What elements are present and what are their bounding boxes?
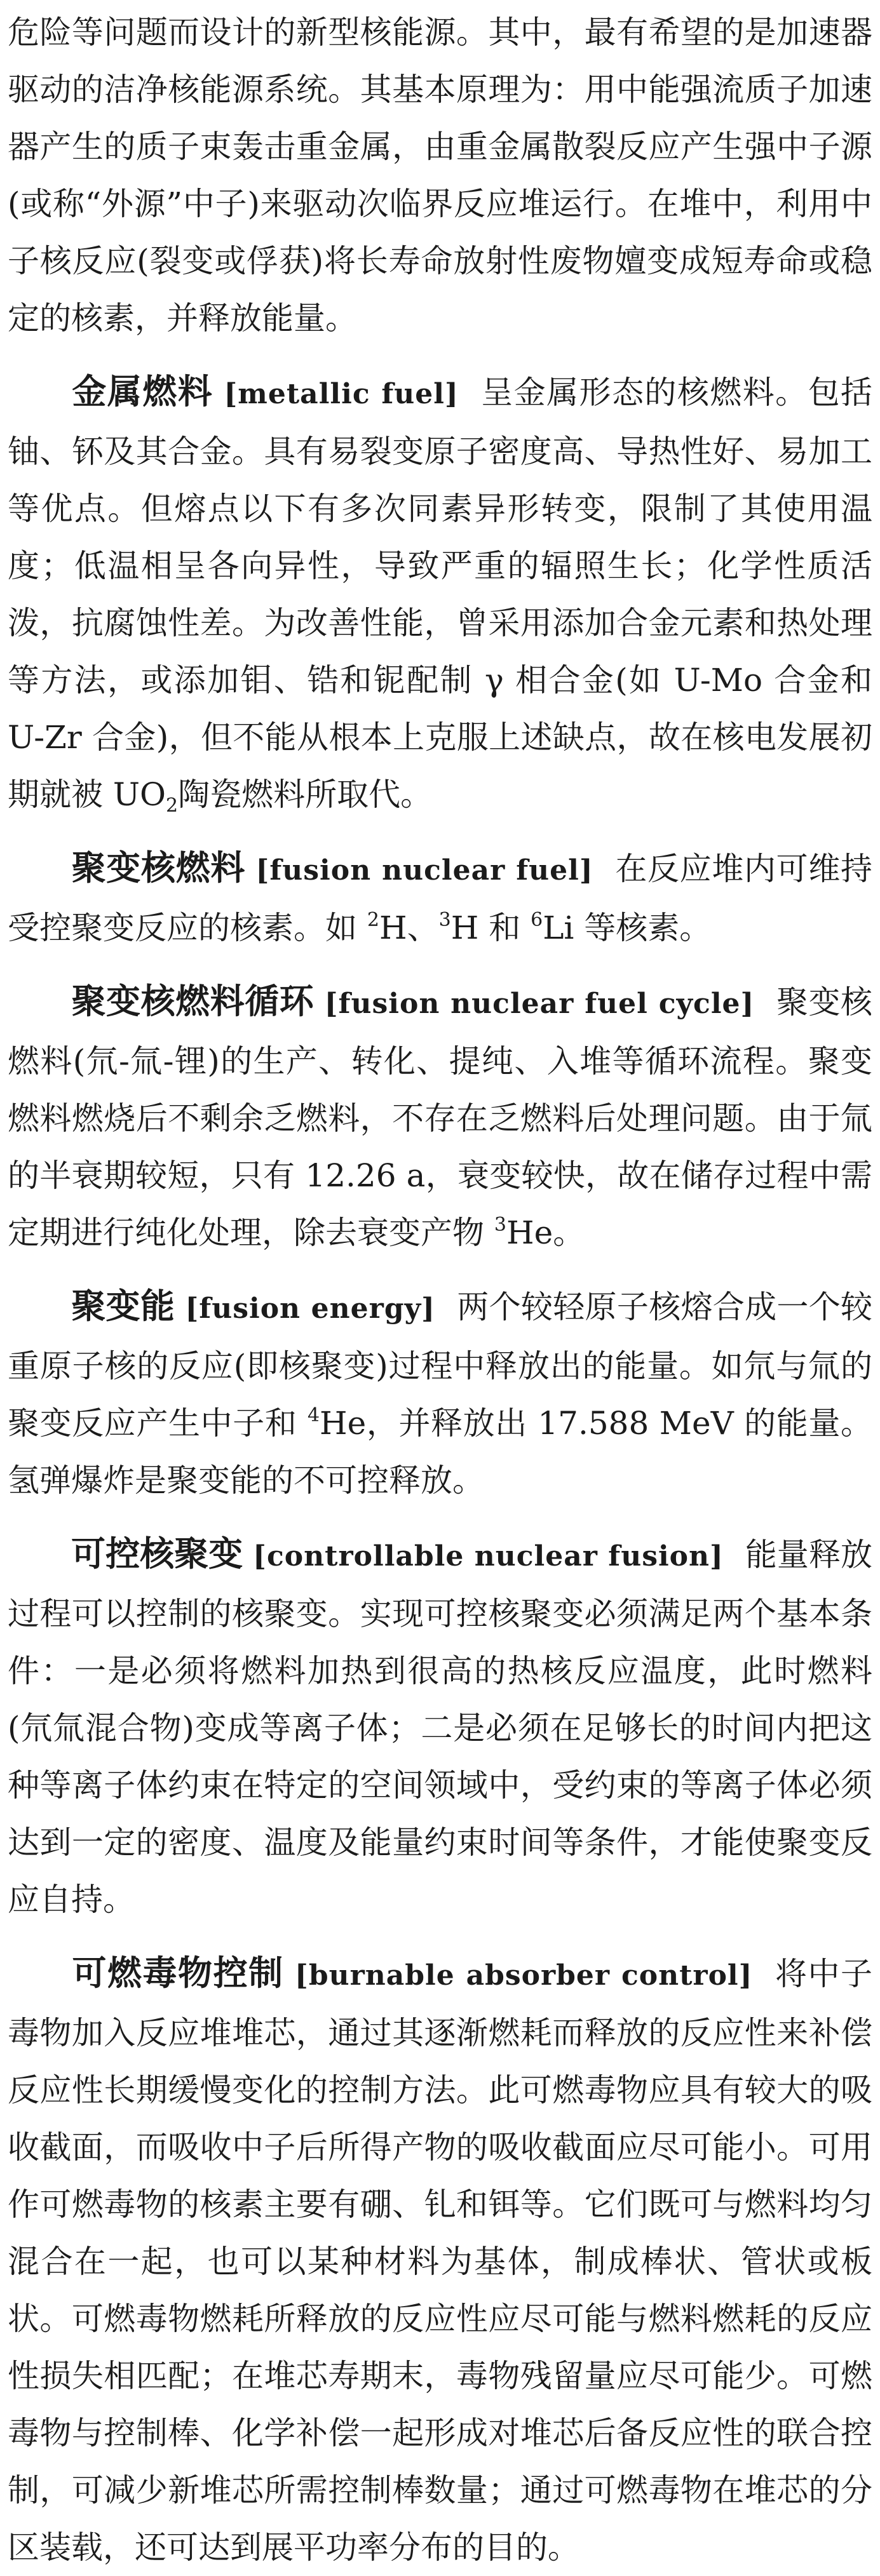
entry-body-part: H、 bbox=[379, 909, 439, 946]
entry-body: 聚变核燃料(氘-氚-锂)的生产、转化、提纯、入堆等循环流程。聚变燃料燃烧后不剩余乏燃料，不存在乏燃料后处理问题。由于氚的半衰期较短，只有 12.26 a，衰变较快，故在储存过程中需定期进行纯化处理，除去衰变产物 bbox=[8, 984, 872, 1251]
entry-english-term: [metallic fuel] bbox=[224, 378, 459, 410]
entry-fusion-nuclear-fuel-cycle bbox=[0, 973, 880, 1261]
intro-text: 危险等问题而设计的新型核能源。其中，最有希望的是加速器驱动的洁净核能源系统。其基本原理为：用中能强流质子加速器产生的质子束轰击重金属，由重金属散裂反应产生强中子源(或称“外源”中子)来驱动次临界反应堆运行。在堆中，利用中子核反应(裂变或俘获)将长寿命放射性废物嬗变成短寿命或稳定的核素，并释放能量。 bbox=[8, 14, 872, 337]
entry-body-tail: 陶瓷燃料所取代。 bbox=[178, 776, 433, 813]
entry-term: 可燃毒物控制 bbox=[71, 1953, 284, 1993]
spacer bbox=[0, 823, 880, 840]
entry-body-part: H 和 bbox=[450, 909, 531, 946]
entry-body: 能量释放过程可以控制的核聚变。实现可控核聚变必须满足两个基本条件：一是必须将燃料加热到很高的热核反应温度，此时燃料(氘氚混合物)变成等离子体；二是必须在足够长的时间内把这种等离子体约束在特定的空间领域中，受约束的等离子体必须达到一定的密度、温度及能量约束时间等条件，才能使聚变反应自持。 bbox=[8, 1536, 872, 1918]
entry-english-term: [fusion nuclear fuel cycle] bbox=[324, 988, 755, 1020]
entry-body-tail: He，并释放出 17.588 MeV 的能量。氢弹爆炸是聚变能的不可控释放。 bbox=[8, 1405, 872, 1499]
entry-term: 聚变能 bbox=[71, 1286, 175, 1326]
entry-metallic-fuel bbox=[0, 363, 880, 823]
entry-body: 两个较轻原子核熔合成一个较重原子核的反应(即核聚变)过程中释放出的能量。如氘与氚的聚变反应产生中子和 bbox=[8, 1289, 872, 1442]
entry-body-tail: He。 bbox=[506, 1214, 585, 1251]
entry-controllable-nuclear-fusion bbox=[0, 1526, 880, 1928]
entry-body: 呈金属形态的核燃料。包括铀、钚及其合金。具有易裂变原子密度高、导热性好、易加工等优点。但熔点以下有多次同素异形转变，限制了其使用温度；低温相呈各向异性，导致严重的辐照生长；化学性质活泼，抗腐蚀性差。为改善性能，曾采用添加合金元素和热处理等方法，或添加钼、锆和铌配制 γ 相合金(如 U-Mo 合金和 U-Zr 合金)，但不能从根本上克服上述缺点，故在核电发展初期就被 UO bbox=[8, 374, 872, 813]
superscript: 6 bbox=[531, 909, 543, 931]
superscript: 4 bbox=[307, 1404, 320, 1426]
entry-body: 将中子毒物加入反应堆堆芯，通过其逐渐燃耗而释放的反应性来补偿反应性长期缓慢变化的控制方法。此可燃毒物应具有较大的吸收截面，而吸收中子后所得产物的吸收截面应尽可能小。可用作可燃毒物的核素主要有硼、钆和铒等。它们既可与燃料均匀混合在一起，也可以某种材料为基体，制成棒状、管状或板状。可燃毒物燃耗所释放的反应性应尽可能与燃料燃耗的反应性损失相匹配；在堆芯寿期末，毒物残留量应尽可能少。可燃毒物与控制棒、化学补偿一起形成对堆芯后备反应性的联合控制，可减少新堆芯所需控制棒数量；通过可燃毒物在堆芯的分区装载，还可达到展平功率分布的目的。 bbox=[8, 1955, 873, 2566]
superscript: 2 bbox=[367, 909, 379, 931]
entry-english-term: [burnable absorber control] bbox=[295, 1959, 753, 1992]
spacer bbox=[0, 1509, 880, 1526]
intro-paragraph bbox=[0, 4, 880, 347]
superscript: 3 bbox=[494, 1214, 506, 1236]
entry-english-term: [fusion nuclear fuel] bbox=[255, 854, 593, 887]
entry-english-term: [fusion energy] bbox=[185, 1292, 435, 1325]
spacer bbox=[0, 1928, 880, 1945]
entry-burnable-absorber-control bbox=[0, 1945, 880, 2576]
spacer bbox=[0, 1261, 880, 1278]
entry-term: 可控核聚变 bbox=[71, 1534, 243, 1574]
superscript: 3 bbox=[438, 909, 451, 931]
subscript: 2 bbox=[166, 795, 179, 817]
entry-fusion-energy bbox=[0, 1278, 880, 1509]
entry-fusion-nuclear-fuel bbox=[0, 840, 880, 956]
spacer bbox=[0, 347, 880, 363]
spacer bbox=[0, 956, 880, 973]
entry-term: 金属燃料 bbox=[71, 372, 213, 412]
entry-body: 在反应堆内可维持受控聚变反应的核素。如 bbox=[8, 850, 872, 946]
entry-term: 聚变核燃料 bbox=[71, 848, 245, 888]
entry-body-tail: Li 等核素。 bbox=[543, 909, 712, 946]
entry-english-term: [controllable nuclear fusion] bbox=[253, 1540, 724, 1573]
entry-term: 聚变核燃料循环 bbox=[71, 981, 315, 1021]
